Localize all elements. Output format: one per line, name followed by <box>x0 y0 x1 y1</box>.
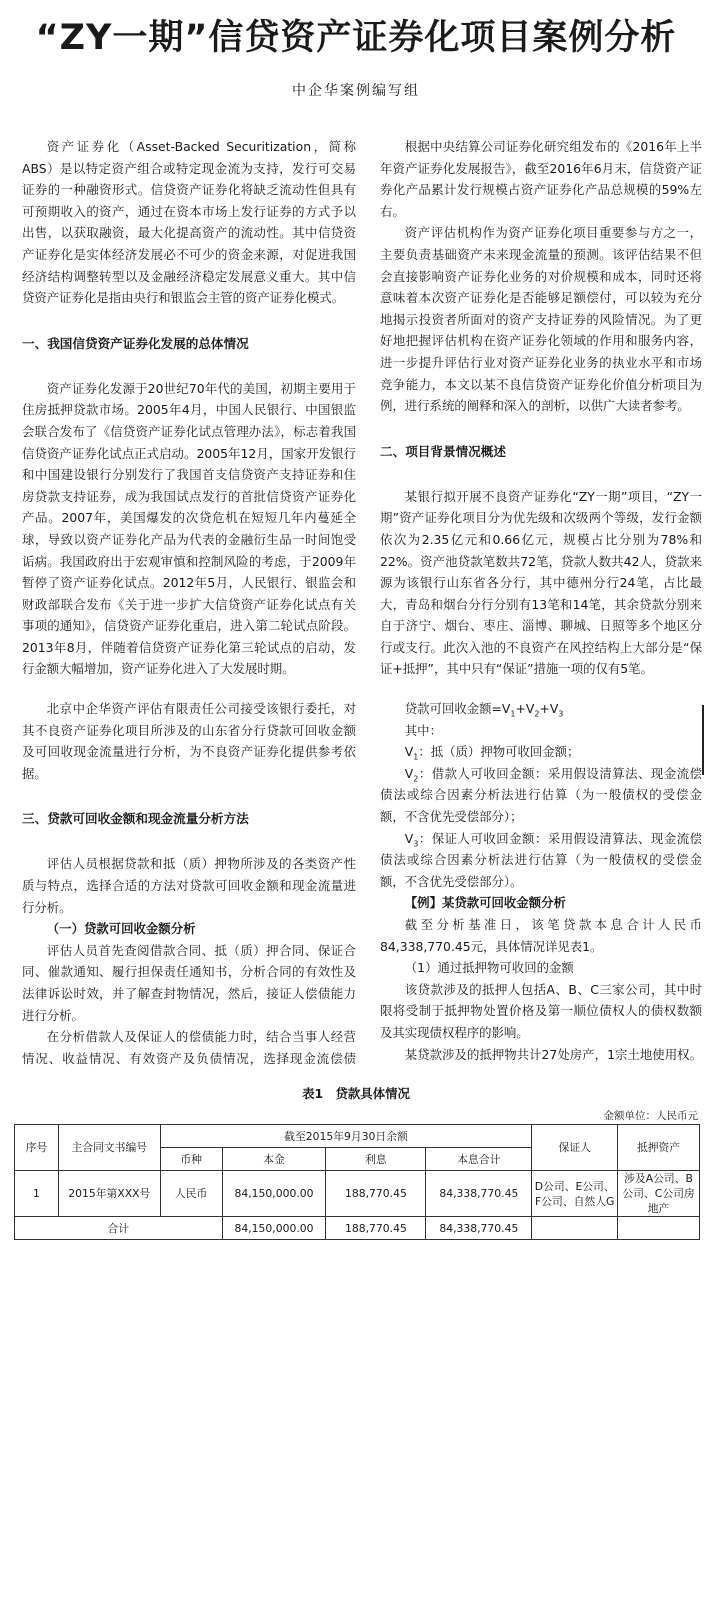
cell-sum-interest: 188,770.45 <box>326 1217 426 1240</box>
margin-rule <box>702 705 704 775</box>
formula: 贷款可回收金额$=V_1+V_2+V_3$ <box>404 701 564 719</box>
cell-total: 84,338,770.45 <box>426 1171 532 1217</box>
paragraph: 北京中企华资产评估有限责任公司接受该银行委托，对其不良资产证券化项目所涉及的山东省分行贷款可回收金额及可回收现金流量进行分析，为不良资产证券化提供参考依据。 <box>22 701 356 781</box>
table-header-row <box>15 1125 700 1148</box>
paragraph: 评估人员首先查阅借款合同、抵（质）押合同、保证合同、催款通知、履行担保责任通知书，分析合同的有效性及法律诉讼时效，并了解查封物情况，然后，接证人偿债能力进行分析。 <box>22 942 356 1023</box>
header-currency: 币种 <box>160 1148 222 1171</box>
loan-table <box>14 1124 700 1240</box>
example-heading: 【例】某贷款可回收金额分析 <box>404 895 566 911</box>
formula-v3: $V_3$：保证人可收回金额：采用假设清算法、现金流偿债法或综合因素分析法进行估算（为一般债权的受偿金额，不含优先受偿部分）。 <box>380 830 702 889</box>
paragraph: 某银行拟开展不良资产证券化“ZY一期”项目，“ZY一期”资产证券化项目分为优先级和次级两个等级，发行金额依次为2.35亿元和0.66亿元，规模占比分别为78%和22%。资产池贷款笔数共72笔，贷款人数共42人，贷款来源为该银行山东省各分行，其中德州分行24笔，占比最大，青岛和烟台分行分别有13笔和14笔，其余贷款分别来自于济宁、烟台、枣庄、淄博、聊城、日照等多个地区分行或支行。此次入池的不良资产在风控结构上大部分是“保证+抵押”，其中只有“保证”措施一项的仅有5笔。 <box>380 488 702 677</box>
table-sum-row <box>15 1217 700 1240</box>
cell-currency: 人民币 <box>160 1171 222 1217</box>
subsection-heading: （一）贷款可回收金额分析 <box>46 921 196 937</box>
paragraph: 在分析借款人及保证人的偿债能力时，结合当事人经营情况、收益情况、有效资产及负债情况，选择现金流偿债 <box>22 1029 356 1066</box>
formula-v2: $V_2$：借款人可收回金额：采用假设清算法、现金流偿债法或综合因素分析法进行估算（为一般债权的受偿金额，不含优先受偿部分）； <box>380 765 702 825</box>
header-seq: 序号 <box>15 1125 59 1171</box>
cell-sum-empty <box>532 1217 618 1240</box>
cell-sum-principal: 84,150,000.00 <box>222 1217 326 1240</box>
right-column <box>380 136 702 1068</box>
header-interest: 利息 <box>326 1148 426 1171</box>
header-guarantor: 保证人 <box>532 1125 618 1171</box>
intro-paragraph: 资产证券化（Asset-Backed Securitization，简称ABS）是以特定资产组合或特定现金流为支持，发行可交易证券的一种融资形式。信贷资产证券化将缺乏流动性但具有可预期收入的资产，通过在资本市场上发行证券的方式予以出售，以获取融资，最大化提高资产的流动性。其中信贷资产证券化是实体经济发展必不可少的资金来源，对促进我国经济结构调整转型以及金融经济稳定发展意义重大。其中信贷资产证券化是指由央行和银监会主管的资产证券化模式。 <box>22 139 356 306</box>
left-column <box>22 136 356 1068</box>
cell-seq: 1 <box>15 1171 59 1217</box>
cell-sum-empty <box>618 1217 700 1240</box>
article-author: 中企华案例编写组 <box>292 83 420 99</box>
header-contract: 主合同文书编号 <box>58 1125 160 1171</box>
table-row <box>15 1171 700 1217</box>
paragraph: 资产评估机构作为资产证券化项目重要参与方之一，主要负责基础资产未来现金流量的预测。该评估结果不但会直接影响资产证券化业务的对价规模和成本，同时还将意味着本次资产证券化是否能够足额偿付，可以较为充分地揭示投资者所面对的资产支持证券的风险情况。为了更好地把握评估机构在资产证券化领域的作用和服务内容，进一步提升评估行业对资产证券化业务的执业水平和市场竞争能力，本文以某不良信贷资产证券化价值分析项目为例，进行系统的阐释和深入的剖析，以供广大读者参考。 <box>380 225 702 414</box>
section-heading-1: 一、我国信贷资产证券化发展的总体情况 <box>22 335 249 351</box>
paragraph: 根据中央结算公司证券化研究组发布的《2016年上半年资产证券化发展报告》，截至2016年6月末，信贷资产证券化产品累计发行规模占资产证券化产品总规模的59%左右。 <box>380 139 702 219</box>
cell-interest: 188,770.45 <box>326 1171 426 1217</box>
table-title: 表1 贷款具体情况 <box>302 1086 410 1101</box>
paragraph: 评估人员根据贷款和抵（质）押物所涉及的各类资产性质与特点，选择合适的方法对贷款可回收金额和现金流量进行分析。 <box>22 856 356 915</box>
paragraph: 截至分析基准日，该笔贷款本息合计人民币84,338,770.45元，具体情况详见表1。 <box>380 917 702 954</box>
header-balance: 截至2015年9月30日余额 <box>160 1125 532 1148</box>
cell-guarantor: D公司、E公司、F公司、自然人G <box>532 1171 618 1217</box>
paragraph: 某贷款涉及的抵押物共计27处房产，1宗土地使用权。 <box>404 1046 702 1062</box>
subsection-heading: （1）通过抵押物可收回的金额 <box>404 960 574 976</box>
cell-collateral: 涉及A公司、B公司、C公司房地产 <box>618 1171 700 1217</box>
header-collateral: 抵押资产 <box>618 1125 700 1171</box>
cell-sum-label: 合计 <box>15 1217 223 1240</box>
cell-contract: 2015年第XXX号 <box>58 1171 160 1217</box>
paragraph: 资产证券化发源于20世纪70年代的美国，初期主要用于住房抵押贷款市场。2005年4月，中国人民银行、中国银监会联合发布了《信贷资产证券化试点管理办法》，标志着我国信贷资产证券化试点正式启动。2005年12月，国家开发银行和中国建设银行分别发行了我国首支信贷资产支持证券和住房贷款支持证券，成为我国试点发行的首批信贷资产证券化产品。2007年，美国爆发的次贷危机在短短几年内蔓延全球，导致以资产证券化产品为代表的金融衍生品一时间饱受诟病。我国政府出于宏观审慎和控制风险的考虑，于2009年暂停了资产证券化试点。2012年5月，人民银行、银监会和财政部联合发布《关于进一步扩大信贷资产证券化试点有关事项的通知》，信贷资产证券化重启，进入第二轮试点阶段。2013年8月，伴随着信贷资产证券化第三轮试点的启动，发行金额大幅增加，资产证券化进入了大发展时期。 <box>22 380 356 677</box>
paragraph: 该贷款涉及的抵押人包括A、B、C三家公司，其中时限将受制于抵押物处置价格及第一顺位债权人的债权数额及其实现债权程序的影响。 <box>380 981 702 1040</box>
formula-v1: $V_1$：抵（质）押物可收回金额； <box>404 744 580 762</box>
article-title: “ZY一期”信贷资产证券化项目案例分析 <box>35 18 677 58</box>
header-total: 本息合计 <box>426 1148 532 1171</box>
cell-sum-total: 84,338,770.45 <box>426 1217 532 1240</box>
table-unit: 金额单位：人民币元 <box>603 1110 698 1122</box>
section-heading-2: 二、项目背景情况概述 <box>380 443 506 459</box>
section-heading-3: 三、贷款可回收金额和现金流量分析方法 <box>22 811 249 827</box>
cell-principal: 84,150,000.00 <box>222 1171 326 1217</box>
header-principal: 本金 <box>222 1148 326 1171</box>
formula-where: 其中： <box>404 722 442 738</box>
